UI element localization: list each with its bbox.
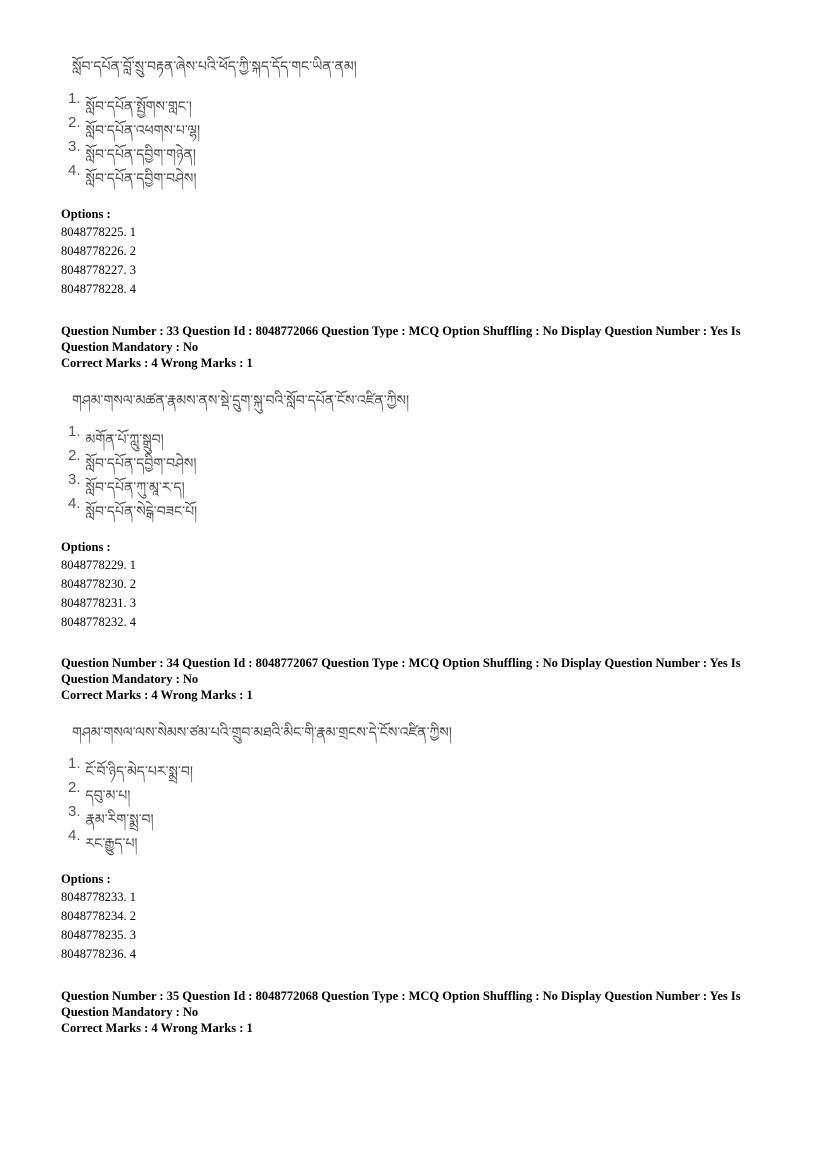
option-id: 8048778226. 2: [61, 244, 136, 258]
option-id: 8048778227. 3: [61, 263, 136, 277]
question-header: [61, 655, 761, 703]
choice-text: སློབ་དཔོན་དབྱིག་བཤེས།: [85, 171, 197, 187]
choice-text: ངོ་བོ་ཉིད་མེད་པར་སྨྲ་བ།: [85, 764, 193, 780]
options-label: Options :: [61, 872, 111, 886]
choice-text: སློབ་དཔོན་ཀུ་མཱ་ར་ད།: [85, 480, 185, 496]
choice-number: 3.: [68, 803, 81, 820]
question-header-line: Question Number : 34 Question Id : 8048772067 Question Type : MCQ Option Shuffling : No Display Question Number : Yes Is: [61, 656, 741, 670]
choice-text: མགོན་པོ་ཀླུ་སྒྲུབ།: [85, 432, 164, 448]
question-text: གཤམ་གསལ་ལས་སེམས་ཙམ་པའི་གྲུབ་མཐའི་མིང་གི་རྣམ་གྲངས་དེ་ངོས་འཛིན་ཀྱིས།: [72, 725, 452, 741]
question-marks: Correct Marks : 4 Wrong Marks : 1: [61, 1021, 253, 1035]
choice-text: རང་རྒྱུད་པ།: [85, 836, 138, 852]
question-header-line: Question Number : 35 Question Id : 8048772068 Question Type : MCQ Option Shuffling : No Display Question Number : Yes Is: [61, 989, 741, 1003]
question-mandatory: Question Mandatory : No: [61, 672, 199, 686]
option-id: 8048778232. 4: [61, 615, 136, 629]
choice-4: [68, 495, 197, 535]
choice-number: 1.: [68, 755, 81, 772]
choice-text: སློབ་དཔོན་སྤྱོགས་གླང་།: [85, 99, 192, 115]
choice-number: 1.: [68, 423, 81, 440]
question-marks: Correct Marks : 4 Wrong Marks : 1: [61, 356, 253, 370]
question-header: [61, 323, 761, 371]
choice-text: རྣམ་རིག་སྨྲ་བ།: [85, 812, 154, 828]
choice-text: སློབ་དཔོན་དབྱིག་གཉེན།: [85, 147, 196, 163]
choice-number: 2.: [68, 779, 81, 796]
choice-number: 4.: [68, 162, 81, 179]
question-mandatory: Question Mandatory : No: [61, 1005, 199, 1019]
options-label: Options :: [61, 207, 111, 221]
options-label: Options :: [61, 540, 111, 554]
question-header-line: Question Number : 33 Question Id : 8048772066 Question Type : MCQ Option Shuffling : No Display Question Number : Yes Is: [61, 324, 741, 338]
option-id: 8048778228. 4: [61, 282, 136, 296]
option-id: 8048778229. 1: [61, 558, 136, 572]
choice-number: 3.: [68, 471, 81, 488]
option-id: 8048778225. 1: [61, 225, 136, 239]
option-id: 8048778236. 4: [61, 947, 136, 961]
question-text: སློབ་དཔོན་བློ་སྲུ་བརྟན་ཞེས་པའི་ཕོད་ཀྱི་སྐད་དོད་གང་ཡིན་ནམ།: [72, 59, 357, 75]
option-id: 8048778231. 3: [61, 596, 136, 610]
option-id: 8048778234. 2: [61, 909, 136, 923]
choice-text: སློབ་དཔོན་དབྱིག་བཤེས།: [85, 456, 197, 472]
choice-4: [68, 162, 197, 202]
question-text: གཤམ་གསལ་མཚན་རྣམས་ནས་སྡེ་དྲུག་སྐུ་བའི་སློབ་དཔོན་ངོས་འཛིན་ཀྱིས།: [72, 393, 410, 409]
choice-text: སློབ་དཔོན་འཕགས་པ་ལྷ།: [85, 123, 201, 139]
choice-4: [68, 827, 138, 867]
option-id: 8048778233. 1: [61, 890, 136, 904]
question-header: [61, 988, 761, 1036]
choice-number: 3.: [68, 138, 81, 155]
question-mandatory: Question Mandatory : No: [61, 340, 199, 354]
choice-number: 4.: [68, 827, 81, 844]
choice-number: 2.: [68, 114, 81, 131]
choice-number: 4.: [68, 495, 81, 512]
option-id: 8048778235. 3: [61, 928, 136, 942]
option-id: 8048778230. 2: [61, 577, 136, 591]
choice-number: 1.: [68, 90, 81, 107]
question-marks: Correct Marks : 4 Wrong Marks : 1: [61, 688, 253, 702]
choice-text: དབུ་མ་པ།: [85, 788, 131, 804]
choice-number: 2.: [68, 447, 81, 464]
choice-text: སློབ་དཔོན་སེངྒེ་བཟང་པོ།: [85, 504, 198, 520]
